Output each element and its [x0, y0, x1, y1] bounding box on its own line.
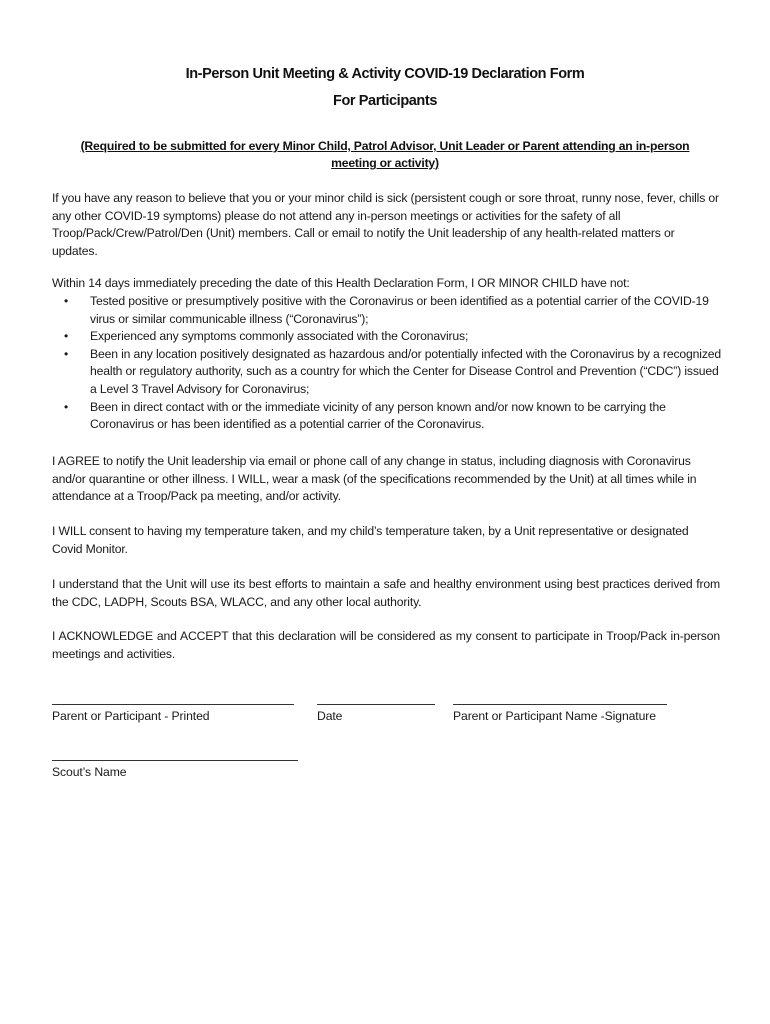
form-subtitle: For Participants: [333, 93, 437, 109]
scout-name-line[interactable]: [52, 760, 298, 761]
list-item: [52, 346, 724, 399]
scout-name-label: Scout’s Name: [52, 765, 127, 779]
understand-paragraph: I understand that the Unit will use its best efforts to maintain a safe and healthy environment using best practices derived from the CDC, LADPH, Scouts BSA, WLACC, and any other local authority.: [52, 577, 720, 609]
list-item: [52, 399, 724, 434]
acknowledge-paragraph: I ACKNOWLEDGE and ACCEPT that this declaration will be considered as my consent to participate in Troop/Pack in-person meetings and activities.: [52, 629, 720, 661]
list-item-text: Been in direct contact with or the immediate vicinity of any person known and/or now known to be carrying the Coronavirus or has been identified as a potential carrier of the Coronavirus.: [90, 399, 666, 432]
form-title: In-Person Unit Meeting & Activity COVID-19 Declaration Form: [185, 66, 585, 82]
list-item-text: Experienced any symptoms commonly associated with the Coronavirus;: [90, 329, 469, 344]
bullet-icon: •: [64, 294, 69, 308]
intro-paragraph: If you have any reason to believe that you or your minor child is sick (persistent cough or sore throat, runny nose, fever, chills or any other COVID-19 symptoms) please do not attend any in-person meetings or activities for the safety of all Troop/Pack/Crew/Patrol/Den (Unit) members. Call or email to notify the Unit leadership of any health-related matters or updates.: [52, 191, 719, 258]
required-note: (Required to be submitted for every Minor Child, Patrol Advisor, Unit Leader or Parent attending an in-person meeting or activity): [80, 139, 690, 170]
bullet-icon: •: [64, 346, 69, 361]
date-label: Date: [317, 709, 343, 723]
date-line[interactable]: [317, 704, 435, 705]
list-item-text: Been in any location positively designated as hazardous and/or potentially infected with the Coronavirus by a recognized health or regulatory authority, such as a country for which the Center for Disease Control and Prevention (“CDC”) issued a Level 3 Travel Advisory for Coronavirus;: [90, 346, 722, 396]
bullet-icon: •: [64, 329, 69, 344]
printed-name-label: Parent or Participant - Printed: [52, 709, 210, 723]
declaration-list: [52, 293, 724, 434]
signature-label: Parent or Participant Name -Signature: [453, 709, 656, 723]
within-lead-paragraph: Within 14 days immediately preceding the date of this Health Declaration Form, I OR MINOR CHILD have not:: [52, 276, 630, 290]
list-item: [52, 293, 724, 328]
list-item: [52, 328, 724, 346]
printed-name-line[interactable]: [52, 704, 294, 705]
consent-paragraph: I WILL consent to having my temperature taken, and my child’s temperature taken, by a Unit representative or designated Covid Monitor.: [52, 524, 689, 556]
bullet-icon: •: [64, 399, 69, 414]
list-item-text: Tested positive or presumptively positive with the Coronavirus or been identified as a potential carrier of the COVID-19 virus or similar communicable illness (“Coronavirus”);: [90, 294, 709, 326]
signature-line[interactable]: [453, 704, 667, 705]
agree-paragraph: I AGREE to notify the Unit leadership via email or phone call of any change in status, including diagnosis with Coronavirus and/or quarantine or other illness. I WILL, wear a mask (of the specifications recommended by the Unit) at all times while in attendance at a Troop/Pack pa meeting, and/or activity.: [52, 454, 697, 504]
